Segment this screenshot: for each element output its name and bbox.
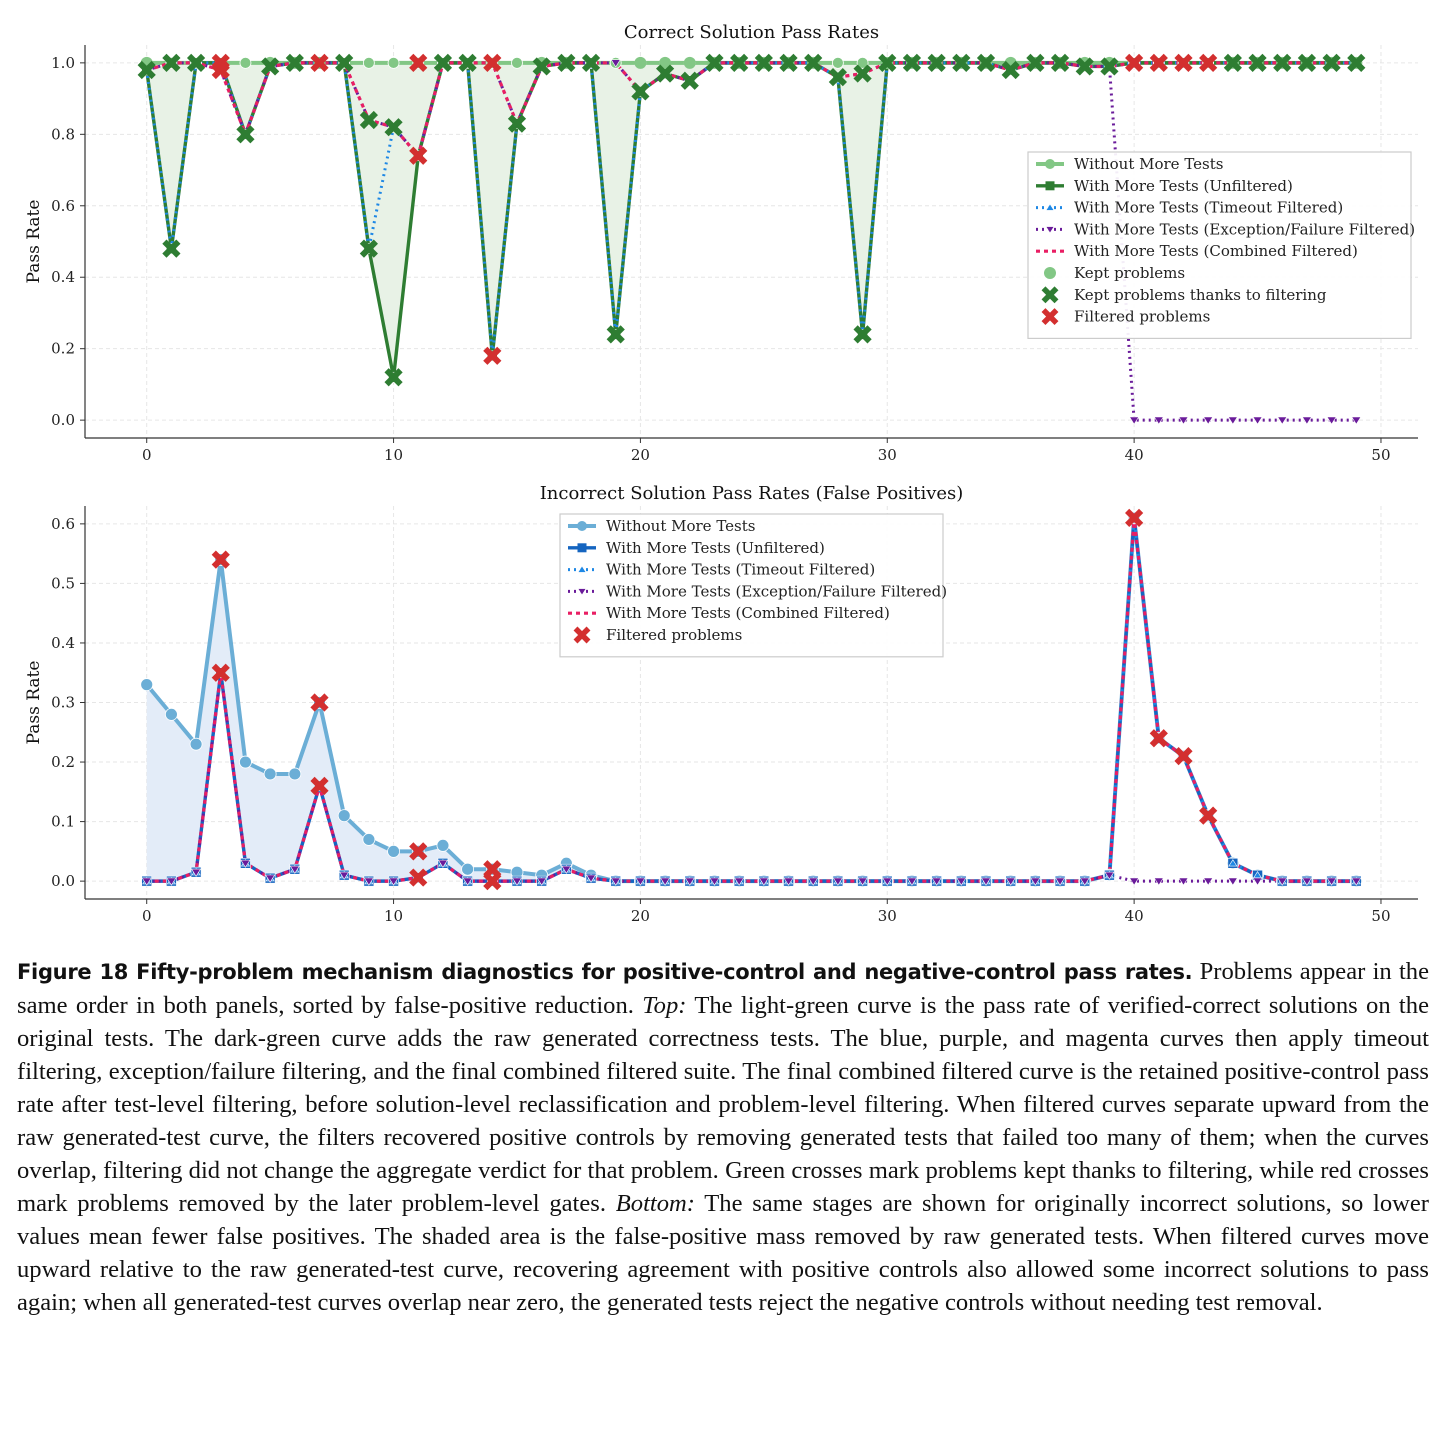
legend-label: Kept problems thanks to filtering (1074, 285, 1327, 304)
kept-problem-marker (634, 57, 646, 69)
y-tick-label: 0.3 (51, 693, 75, 712)
x-tick-label: 40 (1124, 446, 1144, 464)
y-tick-label: 0.8 (51, 125, 75, 144)
point-without-more-tests (363, 57, 374, 68)
point-without-more-tests (190, 738, 202, 750)
x-tick-label: 30 (877, 446, 897, 464)
x-tick-label: 0 (141, 907, 152, 925)
legend-label: With More Tests (Combined Filtered) (1074, 242, 1358, 261)
legend-label: With More Tests (Combined Filtered) (606, 604, 890, 623)
y-tick-label: 0.2 (51, 753, 75, 772)
y-tick-label: 0.2 (51, 339, 75, 358)
point-without-more-tests (511, 57, 522, 68)
x-tick-label: 50 (1371, 907, 1391, 925)
y-tick-label: 0.4 (51, 633, 75, 652)
caption-top-label: Top: (642, 992, 687, 1019)
x-tick-label: 10 (384, 907, 404, 925)
legend-marker (1046, 181, 1055, 190)
chart-title: Correct Solution Pass Rates (623, 22, 880, 43)
x-tick-label: 10 (384, 446, 404, 464)
point-without-more-tests (239, 756, 251, 768)
caption-text-1: Problems appear in the same order in both panels, sorted by false-positive reduction. (17, 958, 1429, 1019)
legend-label: Filtered problems (1074, 307, 1211, 326)
y-tick-label: 0.6 (51, 514, 75, 533)
point-without-more-tests (437, 839, 449, 851)
point-without-more-tests (338, 810, 350, 822)
legend-label: Filtered problems (606, 626, 743, 644)
legend-label: Kept problems (1074, 264, 1186, 282)
point-without-more-tests (264, 768, 276, 780)
point-without-more-tests (388, 845, 400, 857)
y-tick-label: 0.6 (51, 196, 75, 215)
kept-problem-marker (684, 57, 696, 69)
legend-label: With More Tests (Exception/Failure Filtered) (606, 582, 948, 601)
y-axis-label: Pass Rate (24, 199, 44, 284)
point-without-more-tests (240, 57, 251, 68)
point-without-more-tests (363, 833, 375, 845)
chart-title: Incorrect Solution Pass Rates (False Positives) (539, 483, 964, 504)
legend-marker (577, 521, 587, 531)
y-tick-label: 0.1 (51, 812, 75, 831)
legend-label: With More Tests (Unfiltered) (1074, 176, 1293, 195)
y-tick-label: 0.5 (51, 574, 75, 593)
legend-label: Without More Tests (1074, 155, 1224, 173)
caption-lead: Figure 18 Fifty-problem mechanism diagnostics for positive-control and negative-control pass rates. (17, 960, 1193, 984)
x-tick-label: 40 (1124, 907, 1144, 925)
legend-marker (578, 543, 587, 552)
x-tick-label: 20 (630, 907, 650, 925)
point-without-more-tests (388, 57, 399, 68)
point-without-more-tests (832, 57, 843, 68)
legend-label: Without More Tests (606, 517, 756, 535)
point-without-more-tests (289, 768, 301, 780)
y-tick-label: 0.0 (51, 872, 75, 891)
bottom-panel (24, 483, 1418, 925)
point-without-more-tests (462, 863, 474, 875)
y-tick-label: 0.0 (51, 411, 75, 430)
x-tick-label: 0 (141, 446, 152, 464)
point-without-more-tests (141, 679, 153, 691)
legend-marker (1045, 159, 1055, 169)
y-axis-label: Pass Rate (24, 660, 44, 745)
legend-label: With More Tests (Exception/Failure Filtered) (1074, 220, 1416, 239)
caption-text-3: The same stages are shown for originally incorrect solutions, so lower values mean fewer false positives. The shaded area is the false-positive mass removed by raw generated tests. When filtered curves move upward relative to the raw generated-test curve, recovering agreement with positive controls also allowed some incorrect solutions to pass again; when all generated-test curves overlap near zero, the generated tests reject the negative controls without needing test removal. (17, 1190, 1429, 1316)
point-without-more-tests (165, 708, 177, 720)
x-tick-label: 20 (630, 446, 650, 464)
x-tick-label: 50 (1371, 446, 1391, 464)
legend-label: With More Tests (Timeout Filtered) (606, 560, 876, 579)
legend-label: With More Tests (Unfiltered) (606, 538, 825, 557)
legend-label: With More Tests (Timeout Filtered) (1074, 198, 1344, 217)
legend-marker-kept (1044, 267, 1056, 279)
top-panel (24, 22, 1418, 464)
x-tick-label: 30 (877, 907, 897, 925)
series-line-combined-filtered (147, 63, 1357, 156)
y-tick-label: 1.0 (51, 53, 75, 72)
figure-caption (17, 955, 1429, 1319)
caption-text-2: The light-green curve is the pass rate of verified-correct solutions on the original tests. The dark-green curve adds the raw generated correctness tests. The blue, purple, and magenta curves then apply timeout filtering, exception/failure filtering, and the final combined filtered suite. The final combined filtered curve is the retained positive-control pass rate after test-level filtering, before solution-level reclassification and problem-level filtering. When filtered curves separate upward from the raw generated-test curve, the filters recovered positive controls by removing generated tests that failed too many of them; when the curves overlap, filtering did not change the aggregate verdict for that problem. Green crosses mark problems kept thanks to filtering, while red crosses mark problems removed by the later problem-level gates. (17, 992, 1429, 1217)
y-tick-label: 0.4 (51, 268, 75, 287)
caption-bottom-label: Bottom: (615, 1190, 695, 1217)
